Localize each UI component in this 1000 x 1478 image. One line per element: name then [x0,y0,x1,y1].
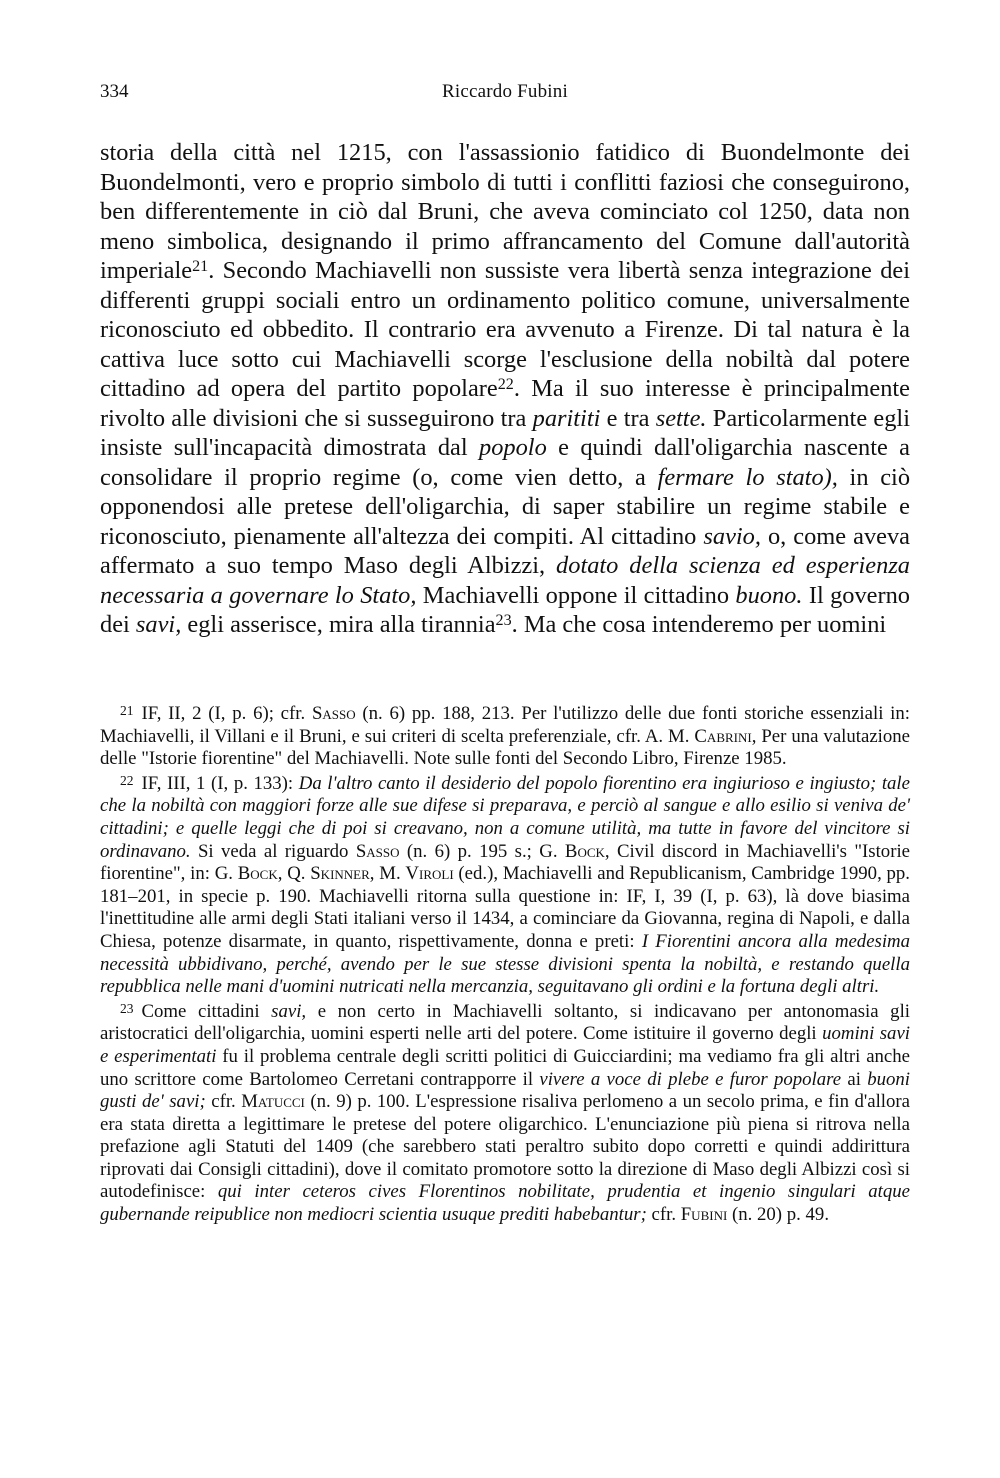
page-header [100,80,910,110]
footnotes [100,703,910,1229]
footnote-23: $^{23}$ Come cittadini savi, e non certo in Machiavelli soltanto, si indicavano per antonomasia gli aristocratici dell'oligarchia, uomini esperti nelle arti del potere. Come istituire il governo degli uomini savi e esperimentati fu il problema centrale degli scritti politici di Guicciardini; ma vediamo fra gli altri anche uno scrittore come Bartolomeo Cerretani contrapporre il vivere a voce di plebe e furor popolare ai buoni gusti de' savi; cfr. Matucci (n. 9) p. 100. L'espressione risaliva perlomeno a un secolo prima, e fin d'allora era stata diretta a legittimare le pretese del potere oligarchico. L'enunciazione più piena si ritrova nella prefazione agli Statuti del 1409 (che sarebbero stati peraltro subito dopo corretti e quindi addirittura riprovati dai Consigli cittadini), dove il comitato promotore sotto la direzione di Maso degli Albizzi così si autodefinisce: qui inter ceteros cives Florentinos nobilitate, prudentia et ingenio singulari atque gubernande reipublice non mediocri scientia usuque prediti habebantur; cfr. Fubini (n. 20) p. 49. [100,1000,911,1226]
footnote-21: $^{21}$ IF, II, 2 (I, p. 6); cfr. Sasso (n. 6) pp. 188, 213. Per l'utilizzo delle due fonti storiche essenziali in: Machiavelli, il Villani e il Bruni, e sui criteri di scelta preferenziale, cfr. A. M. Cabrini, Per una valutazione delle "Istorie fiorentine" del Machiavelli. Note sulle fonti del Secondo Libro, Firenze 1985. [100,702,910,770]
main-text [100,138,910,640]
footnote-ref-23[interactable]: 23 [495,611,512,629]
footnote-ref-22[interactable]: 22 [497,375,514,393]
footnote-number: 21 [120,702,134,718]
page-number: 334 [100,81,129,102]
footnote-22: $^{22}$ IF, III, 1 (I, p. 133): Da l'altro canto il desiderio del popolo fiorentino era ingiurioso e ingiusto; tale che la nobiltà con maggiori forze alle sue difese si preparava, e perciò al sangue e allo esilio si veniva de' cittadini; e quelle leggi che di poi si creavano, non a comune utilità, ma tutte in favore del vincitore si ordinavano. Si veda al riguardo Sasso (n. 6) p. 195 s.; G. Bock, Civil discord in Machiavelli's "Istorie fiorentine", in: G. Bock, Q. Skinner, M. Viroli (ed.), Machiavelli and Republicanism, Cambridge 1990, pp. 181–201, in specie p. 190. Machiavelli ritorna sulla questione in: IF, I, 39 (I, p. 63), là dove biasima l'inettitudine alle armi degli Stati italiani verso il 1434, a cominciare da Giovanna, regina di Napoli, e dalla Chiesa, potenze disarmate, in quanto, rispettivamente, donna e preti: I Fiorentini ancora alla medesima necessità ubbidivano, perché, avendo per le sue stesse divisioni spenta la nobiltà, e restando quella repubblica nelle mani d'uomini nutricati nella mercanzia, seguitavano gli ordini e la fortuna degli altri. [100,772,911,998]
footnote-ref-21[interactable]: 21 [192,257,209,275]
body-paragraph: storia della città nel 1215, con l'assassionio fatidico di Buondelmonte dei Buondelmonti, vero e proprio simbolo di tutti i conflitti faziosi che conseguirono, ben differentemente in ciò dal Bruni, che aveva cominciato col 1250, data non meno simbolica, designando il primo affrancamento del Comune dall'autorità imperiale$^{21}$. Secondo Machiavelli non sussiste vera libertà senza integrazione dei differenti gruppi sociali entro un ordinamento politico comune, universalmente riconosciuto ed obbedito. Il contrario era avvenuto a Firenze. Di tal natura è la cattiva luce sotto cui Machiavelli scorge l'esclusione della nobiltà dal potere cittadino ad opera del partito popolare$^{22}$. Ma il suo interesse è principalmente rivolto alle divisioni che si susseguirono tra parititi e tra sette. Particolarmente egli insiste sull'incapacità dimostrata dal popolo e quindi dall'oligarchia nascente a consolidare il proprio regime (o, come vien detto, a fermare lo stato), in ciò opponendosi alle pretese dell'oligarchia, di saper stabilire un regime stabile e riconosciuto, pienamente all'altezza dei compiti. Al cittadino savio, o, come aveva affermato a suo tempo Maso degli Albizzi, dotato della scienza ed esperienza necessaria a governare lo Stato, Machiavelli oppone il cittadino buono. Il governo dei savi, egli asserisce, mira alla tirannia$^{23}$. Ma che cosa intenderemo per uomini [100,139,911,638]
footnote-number: 23 [120,1000,134,1016]
footnote-number: 22 [120,772,134,788]
running-head-author: Riccardo Fubini [442,81,568,102]
